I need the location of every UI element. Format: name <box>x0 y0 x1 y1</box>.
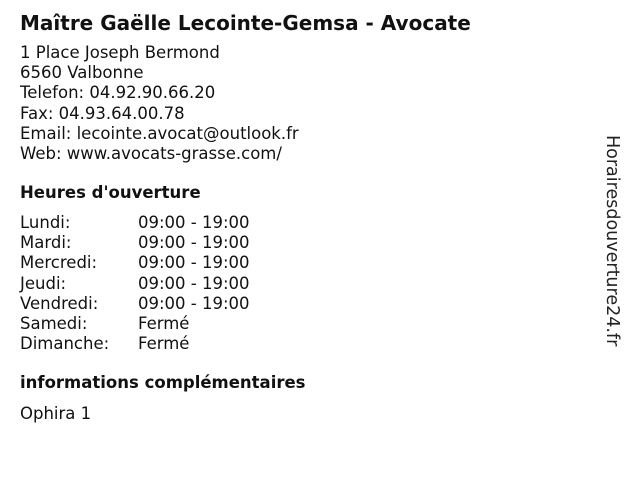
page-title: Maître Gaëlle Lecointe-Gemsa - Avocate <box>20 11 471 35</box>
hours-value: 09:00 - 19:00 <box>138 213 250 232</box>
day-label: Mercredi: <box>20 253 98 273</box>
day-label: Mardi: <box>20 233 72 253</box>
hours-value: 09:00 - 19:00 <box>138 253 250 273</box>
hours-row-wednesday <box>20 253 250 273</box>
day-label: Samedi: <box>20 314 88 334</box>
opening-hours-table <box>20 213 250 354</box>
hours-row-thursday <box>20 274 250 294</box>
additional-info-heading: informations complémentaires <box>20 373 306 392</box>
hours-row-monday <box>20 213 250 233</box>
hours-row-friday <box>20 294 250 314</box>
day-label: Lundi: <box>20 213 71 232</box>
opening-hours-heading: Heures d'ouverture <box>20 183 201 202</box>
hours-value: Fermé <box>138 314 190 334</box>
day-label: Jeudi: <box>20 273 67 293</box>
day-label: Vendredi: <box>20 293 99 313</box>
hours-value: 09:00 - 19:00 <box>138 293 250 313</box>
day-label: Dimanche: <box>20 334 110 354</box>
hours-row-sunday <box>20 334 250 354</box>
phone-number: Telefon: 04.92.90.66.20 <box>20 83 216 103</box>
hours-value: 09:00 - 19:00 <box>138 233 250 253</box>
city: 6560 Valbonne <box>20 63 144 83</box>
email-address: Email: lecointe.avocat@outlook.fr <box>20 123 299 143</box>
hours-row-tuesday <box>20 233 250 253</box>
street-address: 1 Place Joseph Bermond <box>20 43 220 62</box>
fax-number: Fax: 04.93.64.00.78 <box>20 103 185 123</box>
hours-value: Fermé <box>138 334 190 354</box>
hours-row-saturday <box>20 314 250 334</box>
site-watermark: Horairesdouverture24.fr <box>602 135 622 347</box>
additional-info-text: Ophira 1 <box>20 404 92 423</box>
website: Web: www.avocats-grasse.com/ <box>20 144 282 164</box>
address-block <box>20 43 299 164</box>
hours-value: 09:00 - 19:00 <box>138 273 250 293</box>
